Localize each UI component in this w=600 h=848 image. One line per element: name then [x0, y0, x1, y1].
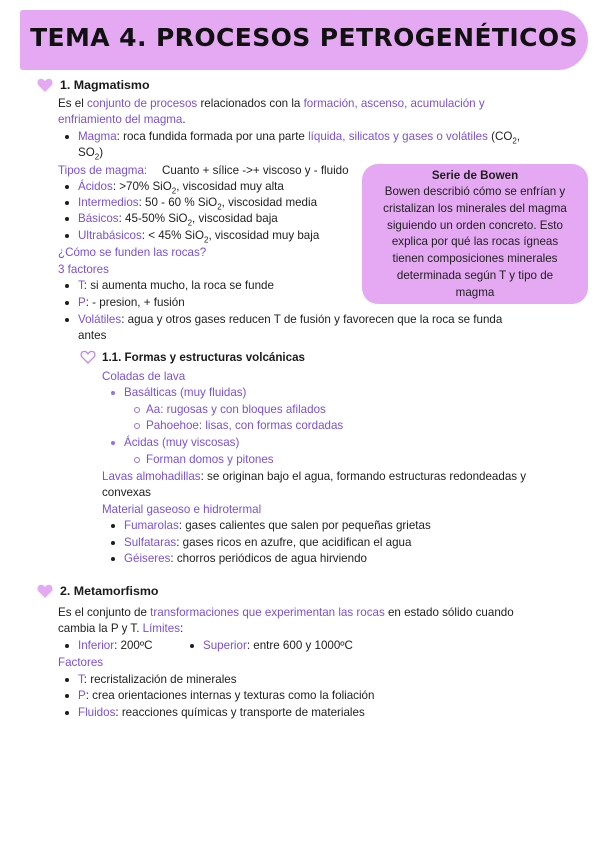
text: : - presion, + fusión [85, 296, 185, 309]
subscript: 2 [203, 235, 209, 245]
term: Magma [78, 130, 117, 143]
text: : 200ºC [114, 639, 153, 652]
heart-outline-icon [80, 350, 96, 364]
section-heading-magmatismo: 1. Magmatismo [60, 78, 150, 92]
text: : roca fundida formada por una parte [116, 130, 309, 143]
lavas-almohadillas-cont: convexas [102, 486, 151, 499]
term: Ácidos [78, 180, 113, 193]
text: : < 45% SiO [141, 229, 204, 242]
subscript: 2 [171, 186, 177, 196]
factor-volatiles-cont: antes [78, 329, 107, 342]
subscript: 2 [512, 136, 517, 146]
text: , [516, 130, 521, 143]
subscript: 2 [217, 202, 222, 212]
bowen-line: Bowen describió cómo se enfrían y [384, 185, 566, 198]
highlight: Límites [142, 622, 181, 635]
heart-icon [37, 584, 53, 598]
text: : [180, 622, 184, 635]
tipo-intermedios [78, 195, 317, 211]
text: en estado sólido cuando [384, 606, 514, 619]
factor-metamorfismo-presion [78, 688, 374, 704]
highlight: conjunto de procesos [87, 97, 198, 110]
text: . [182, 113, 186, 126]
factor-metamorfismo-fluidos [78, 705, 365, 721]
sulfataras [124, 535, 411, 551]
bowen-line: explica por qué las rocas ígneas [391, 235, 559, 249]
heart-icon [37, 78, 53, 92]
tipo-basicos [78, 211, 278, 227]
term: Pahoehoe [146, 419, 199, 432]
term: Básicos [78, 212, 119, 225]
bowen-line: siguiendo un orden concreto. Esto [387, 218, 563, 232]
text: , viscosidad media [221, 196, 318, 209]
magmatismo-intro-line1 [58, 96, 485, 112]
subscript: 2 [94, 152, 100, 162]
bowen-line: cristalizan los minerales del magma [383, 201, 567, 215]
tipo-ultrabasicos [78, 228, 319, 244]
domos: Forman domos y pitones [146, 452, 274, 468]
metamorfismo-intro-line2 [58, 621, 183, 637]
lava-aa [146, 402, 326, 418]
text: : rugosas y con bloques afilados [160, 403, 326, 416]
term: Volátiles [78, 313, 122, 326]
bowen-line: determinada según T y tipo de [396, 268, 554, 282]
highlight: transformaciones que experimentan las rocas [150, 606, 385, 619]
term: Superior [203, 639, 247, 652]
highlight: formación, ascenso, acumulación y [303, 97, 485, 110]
factor-temperatura [78, 278, 274, 294]
magma-definition [78, 129, 520, 145]
term: T [78, 279, 84, 292]
lava-pahoehoe [146, 418, 343, 434]
magmatismo-intro-line2 [58, 112, 186, 128]
text: , viscosidad baja [192, 212, 278, 225]
term: Fluidos [78, 706, 116, 719]
tipos-magma-note: Cuanto + sílice ->+ viscoso y - fluido [162, 164, 349, 177]
bowen-line: tienen composiciones minerales [392, 252, 558, 266]
text: Es el conjunto de [58, 606, 151, 619]
term: Lavas almohadillas [102, 470, 201, 483]
factor-presion [78, 295, 185, 311]
text: : lisas, con formas cordadas [198, 419, 344, 432]
text: : crea orientaciones internas y texturas como la foliación [85, 689, 375, 702]
bowen-title: Serie de Bowen [431, 169, 519, 182]
term: Ultrabásicos [78, 229, 142, 242]
bowen-line: magma [455, 285, 495, 299]
text: : gases calientes que salen por pequeñas grietas [178, 519, 431, 532]
text: : recristalización de minerales [83, 673, 237, 686]
text: : entre 600 y 1000ºC [246, 639, 353, 652]
metamorfismo-intro-line1 [58, 605, 514, 621]
material-gaseoso-label: Material gaseoso e hidrotermal [102, 503, 262, 516]
term: P [78, 689, 86, 702]
text: (CO [487, 130, 513, 143]
factores-label: 3 factores [58, 263, 109, 276]
text: cambia la P y T. [58, 622, 143, 635]
text: : se originan bajo el agua, formando estructuras redondeadas y [200, 470, 527, 483]
term: Fumarolas [124, 519, 179, 532]
tipo-acidos [78, 179, 284, 195]
text: , viscosidad muy alta [176, 180, 284, 193]
text: : si aumenta mucho, la roca se funde [83, 279, 274, 292]
term: Géiseres [124, 552, 171, 565]
term: Sulfataras [124, 536, 177, 549]
basalticas: Basálticas (muy fluidas) [124, 385, 246, 401]
term: P [78, 296, 86, 309]
text: : chorros periódicos de agua hirviendo [170, 552, 367, 565]
text: ) [99, 146, 104, 159]
text: : >70% SiO [112, 180, 172, 193]
subsection-heading-formas: 1.1. Formas y estructuras volcánicas [102, 351, 305, 364]
coladas-label: Coladas de lava [102, 370, 186, 383]
factores-metamorfismo-label: Factores [58, 656, 104, 669]
tipos-magma-label: Tipos de magma: [58, 164, 148, 177]
limite-inferior [78, 638, 153, 654]
highlight: líquida, silicatos y gases o volátiles [308, 130, 488, 143]
highlight: enfriamiento del magma [58, 113, 183, 126]
factor-metamorfismo-temperatura [78, 672, 237, 688]
page-title: TEMA 4. PROCESOS PETROGENÉTICOS [30, 23, 578, 52]
question-fusion: ¿Cómo se funden las rocas? [58, 246, 207, 259]
factor-volatiles [78, 312, 502, 328]
text: relacionados con la [197, 97, 304, 110]
term: Aa [146, 403, 161, 416]
text: SO [78, 146, 95, 159]
term: T [78, 673, 84, 686]
text: : agua y otros gases reducen T de fusión y favorecen que la roca se funda [121, 313, 503, 326]
section-heading-metamorfismo: 2. Metamorfismo [60, 584, 159, 598]
text: , viscosidad muy baja [208, 229, 320, 242]
text: : 45-50% SiO [118, 212, 188, 225]
acidas: Ácidas (muy viscosas) [124, 435, 239, 451]
term: Intermedios [78, 196, 139, 209]
geiseres [124, 551, 367, 567]
limite-superior [203, 638, 353, 654]
subscript: 2 [187, 218, 193, 228]
text: : reacciones químicas y transporte de materiales [115, 706, 365, 719]
text: : gases ricos en azufre, que acidifican el agua [176, 536, 412, 549]
lavas-almohadillas [102, 469, 526, 485]
bowen-text [368, 184, 582, 302]
magma-definition-cont [78, 145, 103, 161]
term: Inferior [78, 639, 115, 652]
text: Es el [58, 97, 87, 110]
text: : 50 - 60 % SiO [138, 196, 218, 209]
fumarolas [124, 518, 431, 534]
